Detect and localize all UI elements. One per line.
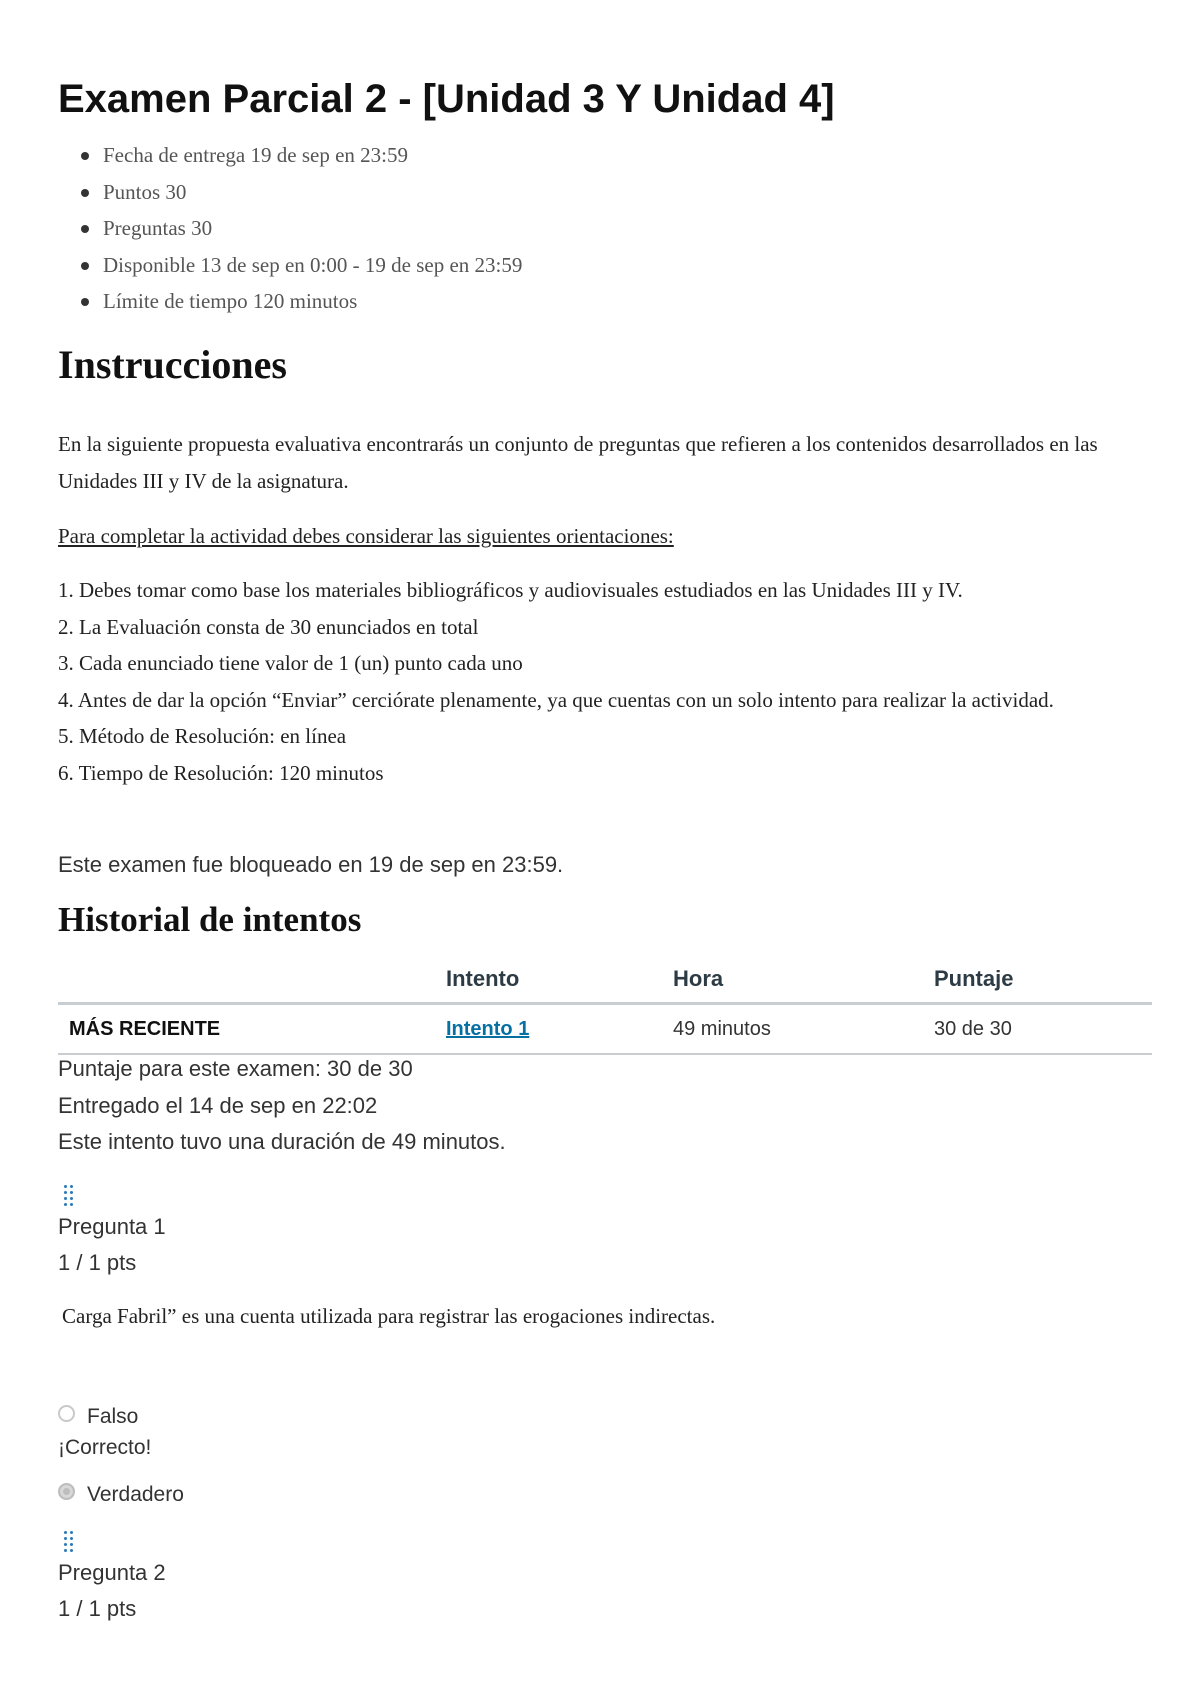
history-heading: Historial de intentos <box>58 900 362 939</box>
time-cell: 49 minutos <box>673 1004 934 1055</box>
instruction-step: 4. Antes de dar la opción “Enviar” cerciórate plenamente, ya que cuentas con un solo intento para realizar la actividad. <box>58 687 1054 712</box>
question-2-points: 1 / 1 pts <box>58 1596 137 1621</box>
answer-option-verdadero[interactable] <box>58 1482 184 1508</box>
detail-points: Puntos 30 <box>58 181 522 218</box>
answer-label: Falso <box>87 1405 139 1428</box>
column-header-empty <box>58 956 446 1004</box>
drag-handle-icon[interactable] <box>64 1185 76 1211</box>
correct-feedback: ¡Correcto! <box>58 1436 152 1459</box>
bullet-icon <box>81 262 89 270</box>
detail-due-date: Fecha de entrega 19 de sep en 23:59 <box>58 144 522 181</box>
quiz-details-list <box>58 144 522 327</box>
question-1-points: 1 / 1 pts <box>58 1250 137 1275</box>
table-header-row <box>58 956 1152 1004</box>
question-2-title: Pregunta 2 <box>58 1560 166 1585</box>
instruction-step: 6. Tiempo de Resolución: 120 minutos <box>58 760 384 785</box>
answer-option-falso[interactable] <box>58 1404 138 1430</box>
bullet-icon <box>81 225 89 233</box>
orientations-title: Para completar la actividad debes considerar las siguientes orientaciones: <box>58 524 674 548</box>
instruction-step: 3. Cada enunciado tiene valor de 1 (un) punto cada uno <box>58 651 523 675</box>
detail-time-limit: Límite de tiempo 120 minutos <box>58 290 522 327</box>
attempt-history-table <box>58 956 1152 1055</box>
radio-selected-icon[interactable] <box>58 1483 75 1500</box>
score-cell: 30 de 30 <box>934 1004 1152 1055</box>
page-title: Examen Parcial 2 - [Unidad 3 Y Unidad 4] <box>58 77 835 121</box>
table-row <box>58 1004 1152 1055</box>
radio-unselected-icon[interactable] <box>58 1405 75 1422</box>
bullet-icon <box>81 298 89 306</box>
attempt-link[interactable]: Intento 1 <box>446 1017 530 1040</box>
summary-duration: Este intento tuvo una duración de 49 minutos. <box>58 1129 506 1154</box>
instruction-step: 2. La Evaluación consta de 30 enunciados en total <box>58 614 479 639</box>
instructions-steps <box>58 572 1138 791</box>
question-1-title: Pregunta 1 <box>58 1214 166 1239</box>
drag-handle-icon[interactable] <box>64 1531 76 1557</box>
answer-label: Verdadero <box>87 1483 184 1506</box>
detail-available: Disponible 13 de sep en 0:00 - 19 de sep en 23:59 <box>58 254 522 291</box>
instruction-step: 1. Debes tomar como base los materiales bibliográficos y audiovisuales estudiados en las Unidades III y IV. <box>58 578 963 602</box>
bullet-icon <box>81 152 89 160</box>
column-header-score: Puntaje <box>934 956 1152 1004</box>
locked-notice: Este examen fue bloqueado en 19 de sep en 23:59. <box>58 852 564 877</box>
instruction-step: 5. Método de Resolución: en línea <box>58 724 347 748</box>
detail-questions: Preguntas 30 <box>58 217 522 254</box>
instructions-intro: En la siguiente propuesta evaluativa encontrarás un conjunto de preguntas que refieren a los contenidos desarrollados en las Unidades III y IV de la asignatura. <box>58 432 1098 493</box>
summary-score: Puntaje para este examen: 30 de 30 <box>58 1056 413 1081</box>
attempt-summary <box>58 1056 506 1166</box>
latest-label: MÁS RECIENTE <box>58 1004 446 1055</box>
column-header-attempt: Intento <box>446 956 673 1004</box>
instructions-heading: Instrucciones <box>58 342 287 387</box>
attempt-cell <box>446 1004 673 1055</box>
bullet-icon <box>81 189 89 197</box>
column-header-time: Hora <box>673 956 934 1004</box>
question-1-text: Carga Fabril” es una cuenta utilizada para registrar las erogaciones indirectas. <box>62 1304 716 1328</box>
summary-submitted: Entregado el 14 de sep en 22:02 <box>58 1092 378 1118</box>
